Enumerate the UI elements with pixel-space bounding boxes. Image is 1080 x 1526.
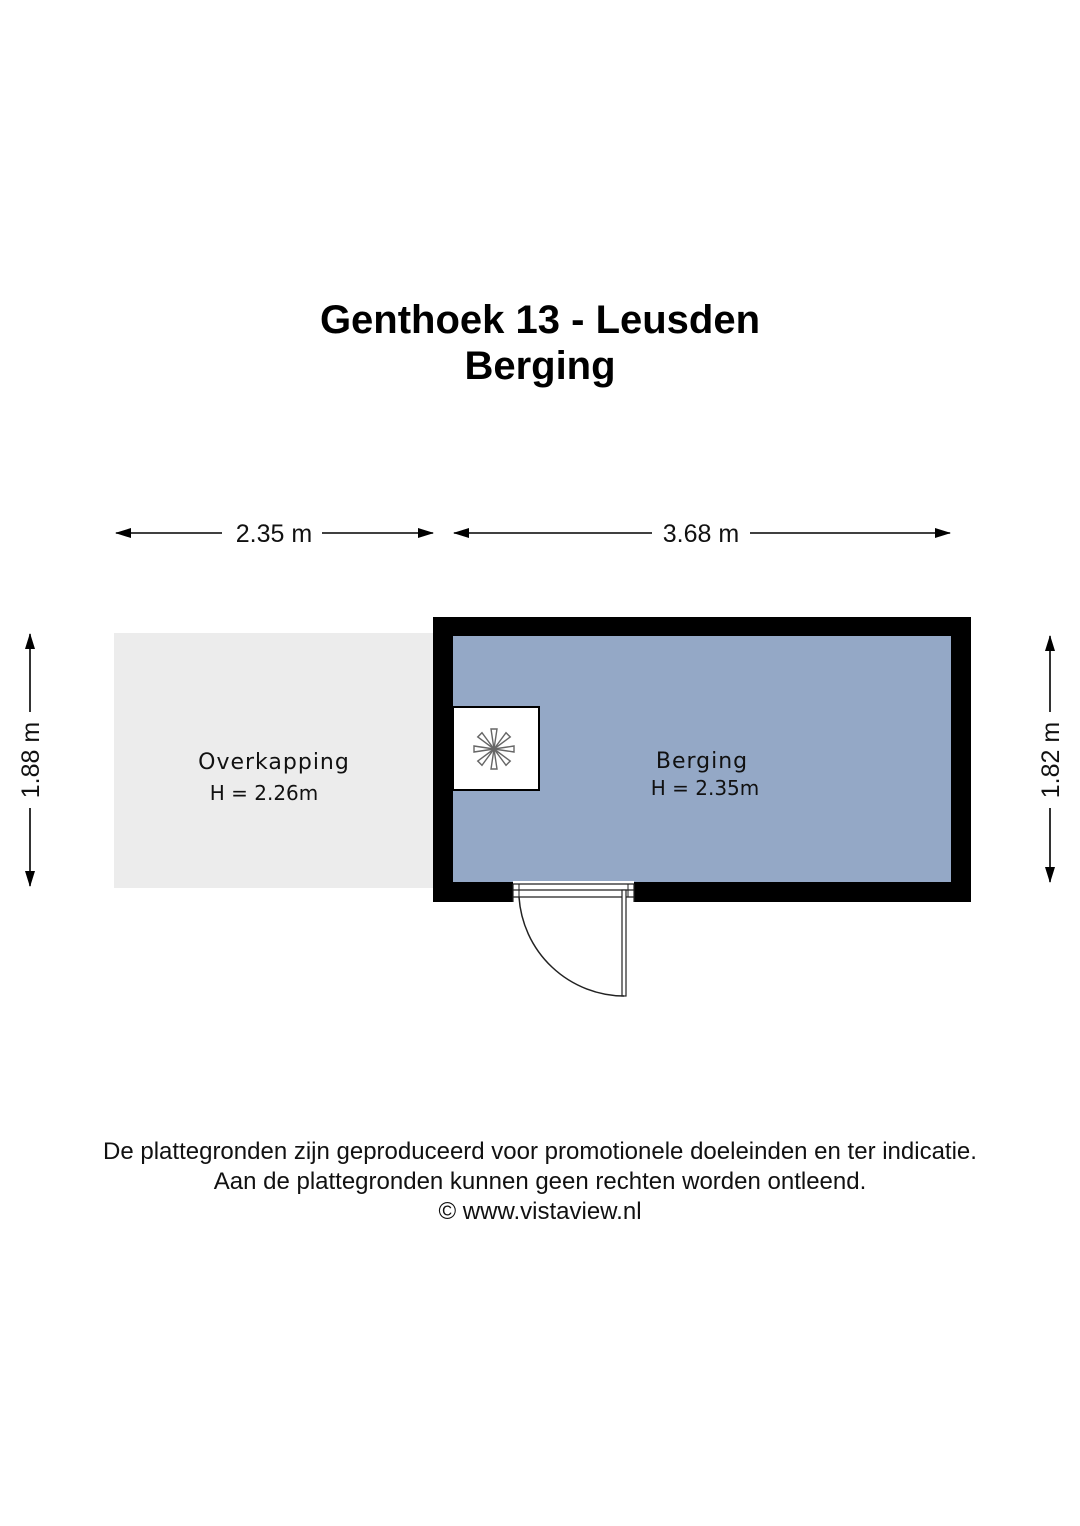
copyright-line: © www.vistaview.nl — [438, 1198, 642, 1225]
dimension-left-height — [17, 634, 45, 886]
floor-title: Berging — [464, 344, 616, 388]
door-swing-icon — [519, 890, 626, 996]
door — [513, 881, 634, 996]
dimension-label: 3.68 m — [662, 520, 740, 548]
dimension-overkapping-width — [116, 520, 433, 548]
room-label-berging: Berging — [655, 749, 749, 774]
page-title: Genthoek 13 - Leusden — [319, 298, 761, 342]
dimension-right-height — [1037, 636, 1065, 882]
dimension-label: 1.88 m — [17, 721, 45, 799]
disclaimer-line: Aan de plattegronden kunnen geen rechten worden ontleend. — [213, 1168, 867, 1195]
cabinet — [453, 707, 539, 790]
dimension-berging-width — [454, 520, 950, 548]
room-height-overkapping: H = 2.26m — [209, 781, 319, 805]
dimension-label: 1.82 m — [1037, 721, 1065, 799]
disclaimer-line: De plattegronden zijn geproduceerd voor promotionele doeleinden en ter indicatie. — [103, 1138, 977, 1165]
room-height-berging: H = 2.35m — [650, 776, 760, 800]
dimension-label: 2.35 m — [235, 520, 313, 548]
room-label-overkapping: Overkapping — [198, 750, 350, 775]
